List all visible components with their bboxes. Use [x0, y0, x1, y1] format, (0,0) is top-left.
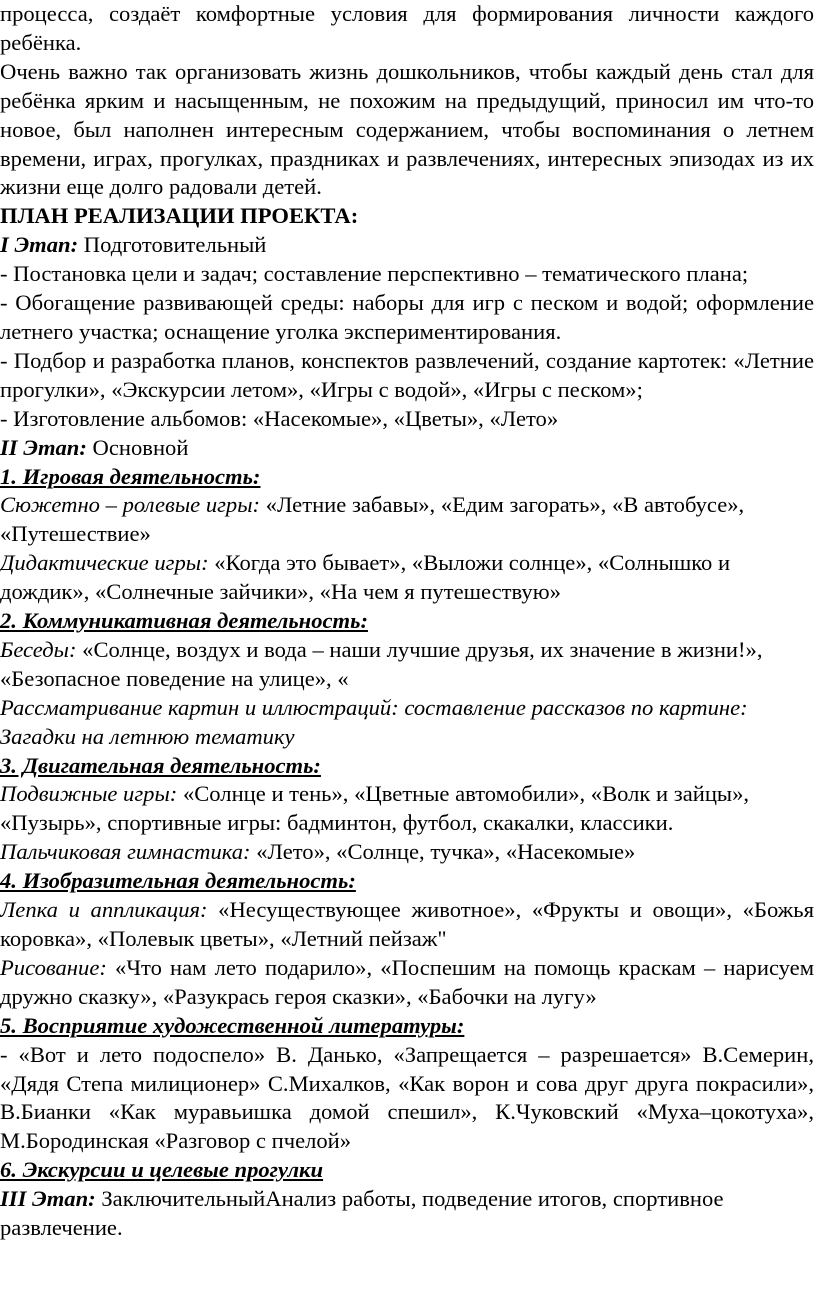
section-paragraph: - «Вот и лето подоспело» В. Данько, «Запрещается – разрешается» В.Семерин, «Дядя Степа милиционер» С.Михалков, «Как ворон и сова друг друга покрасили», В.Бианки «Как муравьишка домой спешил», К.Чуковский «Муха–цокотуха», М.Бородинская «Разговор с пчелой»: [0, 1041, 814, 1154]
stage3-label: III Этап:: [0, 1186, 96, 1212]
section-paragraph: [0, 896, 814, 954]
stage1-line: [0, 231, 814, 260]
section-text: составление рассказов по картине:: [398, 694, 748, 720]
section-heading: 2. Коммуникативная деятельность:: [0, 608, 368, 634]
stage1-item: - Подбор и разработка планов, конспектов развлечений, создание картотек: «Летние прогулки», «Экскурсии летом», «Игры с водой», «Игры с песком»;: [0, 347, 814, 402]
section-label: Дидактические игры:: [0, 550, 209, 576]
section-paragraph: [0, 549, 814, 607]
section-text: «Что нам лето подарило», «Поспешим на помощь краскам – нарисуем дружно сказку», «Разукрась героя сказки», «Бабочки на лугу»: [0, 954, 814, 1009]
section-label: Пальчиковая гимнастика:: [0, 839, 251, 865]
section-label: Подвижные игры:: [0, 781, 178, 807]
section-label: Рисование:: [0, 954, 107, 980]
section-paragraph: [0, 838, 814, 867]
section-heading: 3. Двигательная деятельность:: [0, 752, 321, 778]
section-label: Беседы:: [0, 636, 77, 662]
section-text: «Солнце и тень», «Цветные автомобили», «Волк и зайцы», «Пузырь», спортивные игры: бадминтон, футбол, скакалки, классики.: [0, 781, 750, 836]
stage2-line: [0, 434, 814, 463]
stage3-text: ЗаключительныйАнализ работы, подведение итогов, спортивное развлечение.: [0, 1186, 724, 1241]
section-heading: 5. Восприятие художественной литературы:: [0, 1012, 465, 1038]
stage1-title: Подготовительный: [78, 232, 267, 258]
stage3-line: [0, 1185, 814, 1243]
stage2-title: Основной: [86, 434, 189, 460]
stage1-item: - Обогащение развивающей среды: наборы для игр с песком и водой; оформление летнего участка; оснащение уголка экспериментирования.: [0, 290, 814, 344]
intro-paragraph-2: Очень важно так организовать жизнь дошкольников, чтобы каждый день стал для ребёнка ярким и насыщенным, не похожим на предыдущий, приносил им что-то новое, был наполнен интересным содержанием, чтобы воспоминания о летнем времени, играх, прогулках, праздниках и развлечениях, интересных эпизодах из их жизни еще долго радовали детей.: [0, 58, 814, 200]
section-heading: 6. Экскурсии и целевые прогулки: [0, 1157, 324, 1183]
section-paragraph: [0, 780, 814, 838]
section-text: «Несуществующее животное», «Фрукты и овощи», «Божья коровка», «Полевык цветы», «Летний пейзаж": [0, 897, 814, 951]
section-text: «Лето», «Солнце, тучка», «Насекомые»: [250, 839, 636, 865]
stage2-label: II Этап:: [0, 434, 87, 460]
stage1-item: - Постановка цели и задач; составление перспективно – тематического плана;: [0, 261, 749, 287]
section-label: Лепка и аппликация:: [0, 897, 208, 923]
section-label: Рассматривание картин и иллюстраций:: [0, 694, 399, 720]
section-text: «Солнце, воздух и вода – наши лучшие друзья, их значение в жизни!», «Безопасное поведение на улице», «: [0, 636, 763, 691]
stage1-label: I Этап:: [0, 232, 79, 258]
section-paragraph: [0, 954, 814, 1012]
section-paragraph: Загадки на летнюю тематику: [0, 723, 295, 749]
section-paragraph: [0, 694, 814, 723]
stage1-item: - Изготовление альбомов: «Насекомые», «Цветы», «Лето»: [0, 405, 559, 431]
section-paragraph: [0, 636, 814, 694]
plan-heading: ПЛАН РЕАЛИЗАЦИИ ПРОЕКТА:: [0, 203, 359, 229]
section-text: «Когда это бывает», «Выложи солнце», «Солнышко и дождик», «Солнечные зайчики», «На чем я путешествую»: [0, 550, 731, 605]
section-paragraph: [0, 491, 814, 549]
section-label: Сюжетно – ролевые игры:: [0, 492, 261, 518]
section-heading: 1. Игровая деятельность:: [0, 463, 261, 489]
intro-paragraph-1: процесса, создаёт комфортные условия для формирования личности каждого ребёнка.: [0, 1, 814, 55]
section-heading: 4. Изобразительная деятельность:: [0, 868, 356, 894]
section-text: «Летние забавы», «Едим загорать», «В автобусе», «Путешествие»: [0, 492, 745, 547]
